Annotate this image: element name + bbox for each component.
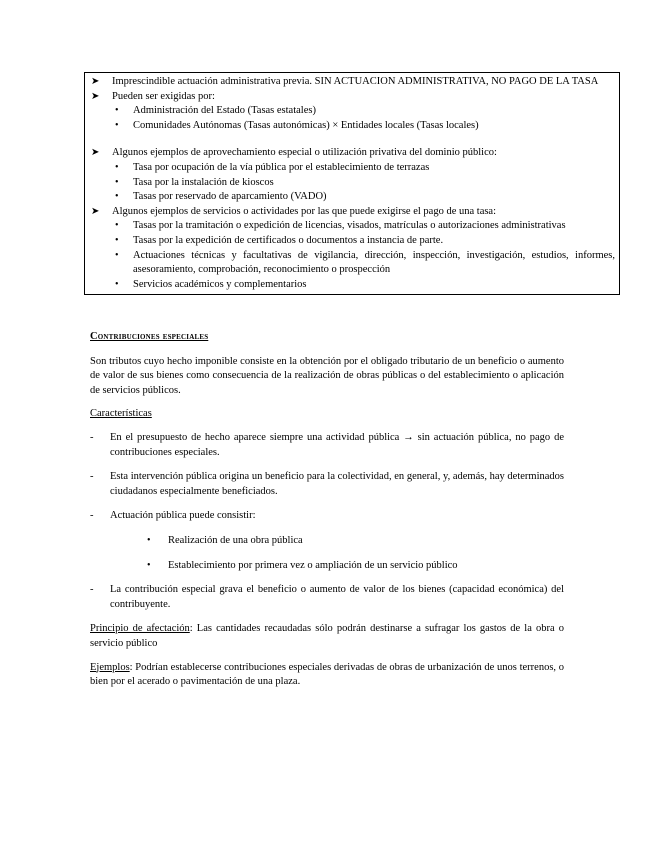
list-item [90, 559, 564, 574]
arrow-item-text: Pueden ser exigidas por: [112, 90, 215, 102]
list-item [88, 104, 615, 119]
dash-item [90, 431, 564, 460]
arrow-bullet-icon: ➤ [91, 76, 100, 87]
dash-bullet: - [90, 510, 94, 522]
examples-text: : Podrían establecerse contribuciones especiales derivadas de obras de urbanización de unos terrenos, o bien por el acerado o pavimentación de una plaza. [90, 661, 564, 688]
bullet-icon: • [147, 534, 151, 546]
characteristics-label-line [90, 407, 564, 422]
arrow-item-servicios [88, 205, 615, 220]
list-item [88, 234, 615, 249]
spacer [88, 133, 615, 146]
list-item [88, 278, 615, 293]
arrow-bullet-icon: ➤ [91, 90, 100, 102]
principle-label: Principio de afectación [90, 623, 190, 635]
list-item [90, 534, 564, 549]
contribuciones-section [90, 330, 564, 699]
arrow-item-aprovechamiento [88, 146, 615, 161]
list-item-text: Comunidades Autónomas (Tasas autonómicas) × Entidades locales (Tasas locales) [133, 119, 479, 131]
bullet-icon: • [147, 559, 151, 571]
arrow-item-text: Algunos ejemplos de aprovechamiento especial o utilización privativa del dominio público: [112, 147, 497, 159]
characteristics-label: Características [90, 408, 152, 420]
bullet-icon: • [115, 191, 119, 203]
bullet-icon: • [115, 234, 119, 246]
tasas-summary-box [84, 72, 620, 295]
list-item-text: Actuaciones técnicas y facultativas de vigilancia, dirección, inspección, investigación, estudios, informes, asesoramiento, comprobación, reconocimiento o prospección [133, 249, 615, 276]
section-heading: Contribuciones especiales [90, 331, 209, 342]
list-item-text: Tasas por la expedición de certificados o documentos a instancia de parte. [133, 234, 444, 246]
examples-paragraph [90, 661, 564, 690]
dash-item-text: La contribución especial grava el beneficio o aumento de valor de los bienes (capacidad económica) del contribuyente. [110, 584, 564, 610]
dash-item-text: Actuación pública puede consistir: [110, 510, 256, 522]
arrow-bullet-icon: ➤ [91, 205, 100, 217]
list-item-text: Tasa por ocupación de la vía pública por el establecimiento de terrazas [133, 161, 430, 173]
dash-item [90, 509, 564, 524]
bullet-icon: • [115, 161, 119, 173]
arrow-bullet-icon: ➤ [91, 147, 100, 159]
list-item [88, 190, 615, 205]
dash-item [90, 470, 564, 499]
list-item [88, 176, 615, 191]
dash-item-text: En el presupuesto de hecho aparece siempre una actividad pública → sin actuación pública, no pago de contribuciones especiales. [110, 431, 564, 458]
bullet-icon: • [115, 249, 119, 261]
list-item [88, 249, 615, 278]
bullet-icon: • [115, 278, 119, 290]
bullet-icon: • [115, 176, 119, 188]
list-item-text: Establecimiento por primera vez o ampliación de un servicio público [168, 559, 458, 571]
bullet-icon: • [115, 220, 119, 232]
dash-item-text: Esta intervención pública origina un beneficio para la colectividad, en general, y, además, hay determinados ciudadanos especialmente beneficiados. [110, 471, 564, 497]
bullet-icon: • [115, 105, 119, 117]
arrow-item-text: Algunos ejemplos de servicios o actividades por las que puede exigirse el pago de una tasa: [112, 205, 497, 217]
list-item-text: Tasa por la instalación de kioscos [133, 176, 274, 188]
arrow-item-text: Imprescindible actuación administrativa previa. SIN ACTUACION ADMINISTRATIVA, NO PAGO DE LA TASA [112, 76, 599, 87]
dash-bullet: - [90, 471, 94, 483]
list-item [88, 119, 615, 134]
bullet-icon: • [115, 119, 119, 131]
list-item-text: Tasas por reservado de aparcamiento (VADO) [133, 191, 327, 203]
list-item [88, 219, 615, 234]
principle-paragraph [90, 622, 564, 651]
list-item [88, 161, 615, 176]
list-item-text: Servicios académicos y complementarios [133, 278, 307, 290]
dash-item [90, 583, 564, 612]
dash-bullet: - [90, 431, 94, 443]
list-item-text: Administración del Estado (Tasas estatales) [133, 105, 316, 117]
list-item-text: Realización de una obra pública [168, 534, 303, 546]
list-item-text: Tasas por la tramitación o expedición de licencias, visados, matrículas o autorizaciones administrativas [133, 220, 566, 232]
principle-text: : Las cantidades recaudadas sólo podrán destinarse a sufragar los gastos de la obra o servicio público [90, 623, 564, 649]
intro-paragraph: Son tributos cuyo hecho imponible consiste en la obtención por el obligado tributario de un beneficio o aumento de valor de sus bienes como consecuencia de la realización de obras públicas o del establecimiento o aplicación de servicios públicos. [90, 355, 564, 396]
arrow-item-actuacion [88, 75, 615, 90]
arrow-item-exigidas [88, 90, 615, 105]
examples-label: Ejemplos [90, 661, 130, 673]
dash-bullet: - [90, 584, 94, 596]
